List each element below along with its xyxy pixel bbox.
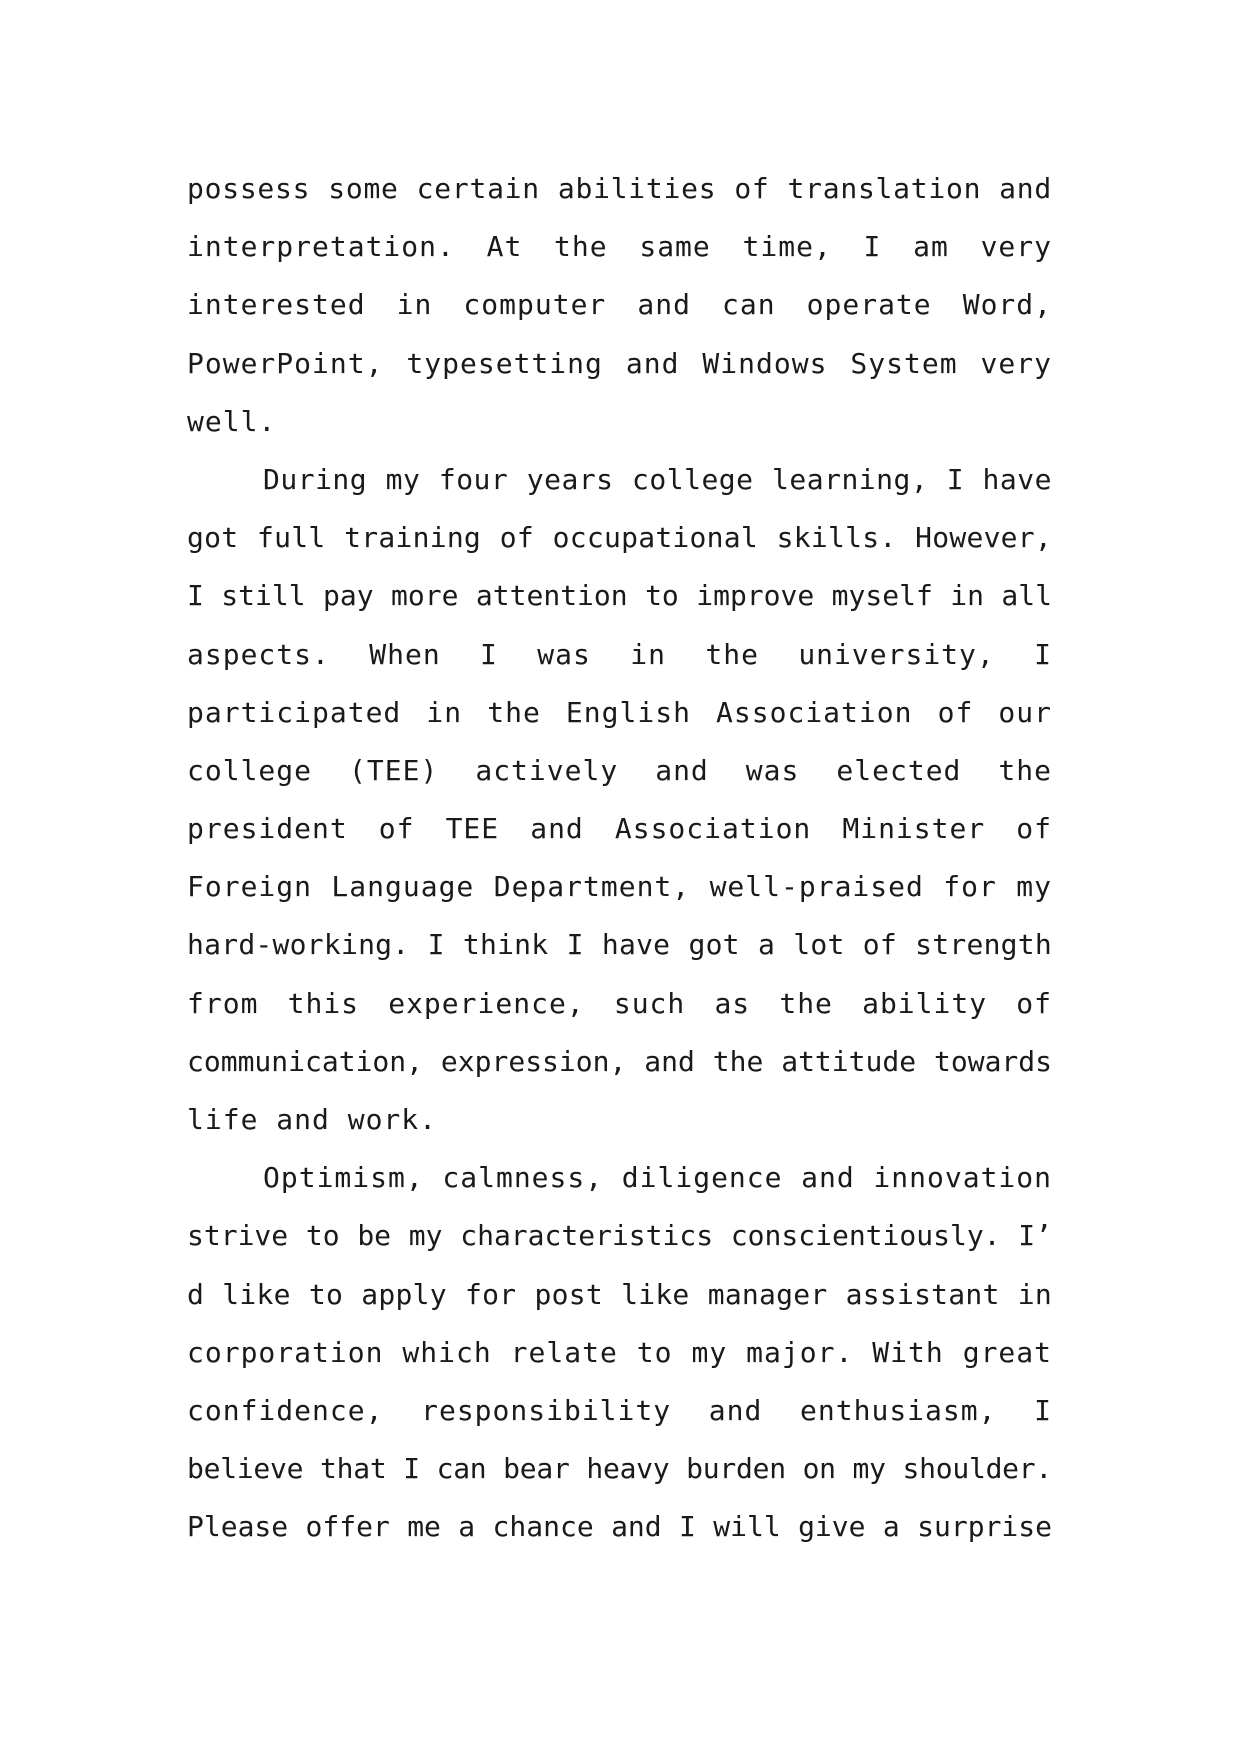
paragraph-3-line-4: corporation which relate to my major. With great <box>187 1335 1052 1369</box>
paragraph-3-line-1: Optimism, calmness, diligence and innovation <box>263 1161 1052 1195</box>
paragraph-1-line-1: possess some certain abilities of translation and <box>187 172 1052 205</box>
paragraph-1-line-2: interpretation. At the same time, I am very <box>187 230 1052 264</box>
paragraph-3-line-2: strive to be my characteristics conscientiously. I’ <box>187 1219 1052 1253</box>
paragraph-2-line-8: Foreign Language Department, well-praised for my <box>187 870 1052 904</box>
paragraph-3-line-7: Please offer me a chance and I will give a surprise <box>187 1510 1052 1544</box>
paragraph-2-line-10: from this experience, such as the ability of <box>187 986 1052 1020</box>
paragraph-2-line-12: life and work. <box>187 1103 438 1136</box>
paragraph-2-line-11: communication, expression, and the attitude towards <box>187 1044 1052 1078</box>
paragraph-1-line-3: interested in computer and can operate Word, <box>187 288 1052 322</box>
paragraph-2-line-7: president of TEE and Association Minister of <box>187 812 1052 846</box>
paragraph-2-line-4: aspects. When I was in the university, I <box>187 637 1052 671</box>
paragraph-2-line-6: college (TEE) actively and was elected the <box>187 753 1052 787</box>
paragraph-2-line-5: participated in the English Association of our <box>187 695 1052 729</box>
paragraph-1-line-4: PowerPoint, typesetting and Windows System very <box>187 346 1052 380</box>
paragraph-3-line-3: d like to apply for post like manager assistant in <box>187 1277 1052 1311</box>
paragraph-2-line-3: I still pay more attention to improve myself in all <box>187 579 1052 613</box>
paragraph-3-line-5: confidence, responsibility and enthusiasm, I <box>187 1393 1052 1427</box>
paragraph-2-line-2: got full training of occupational skills. However, <box>187 521 1052 555</box>
paragraph-2-line-1: During my four years college learning, I have <box>263 462 1052 496</box>
paragraph-2-line-9: hard-working. I think I have got a lot of strength <box>187 928 1052 962</box>
paragraph-3-line-6: believe that I can bear heavy burden on my shoulder. <box>187 1452 1052 1486</box>
paragraph-1-line-5: well. <box>187 404 277 438</box>
document-body <box>187 160 1052 1557</box>
